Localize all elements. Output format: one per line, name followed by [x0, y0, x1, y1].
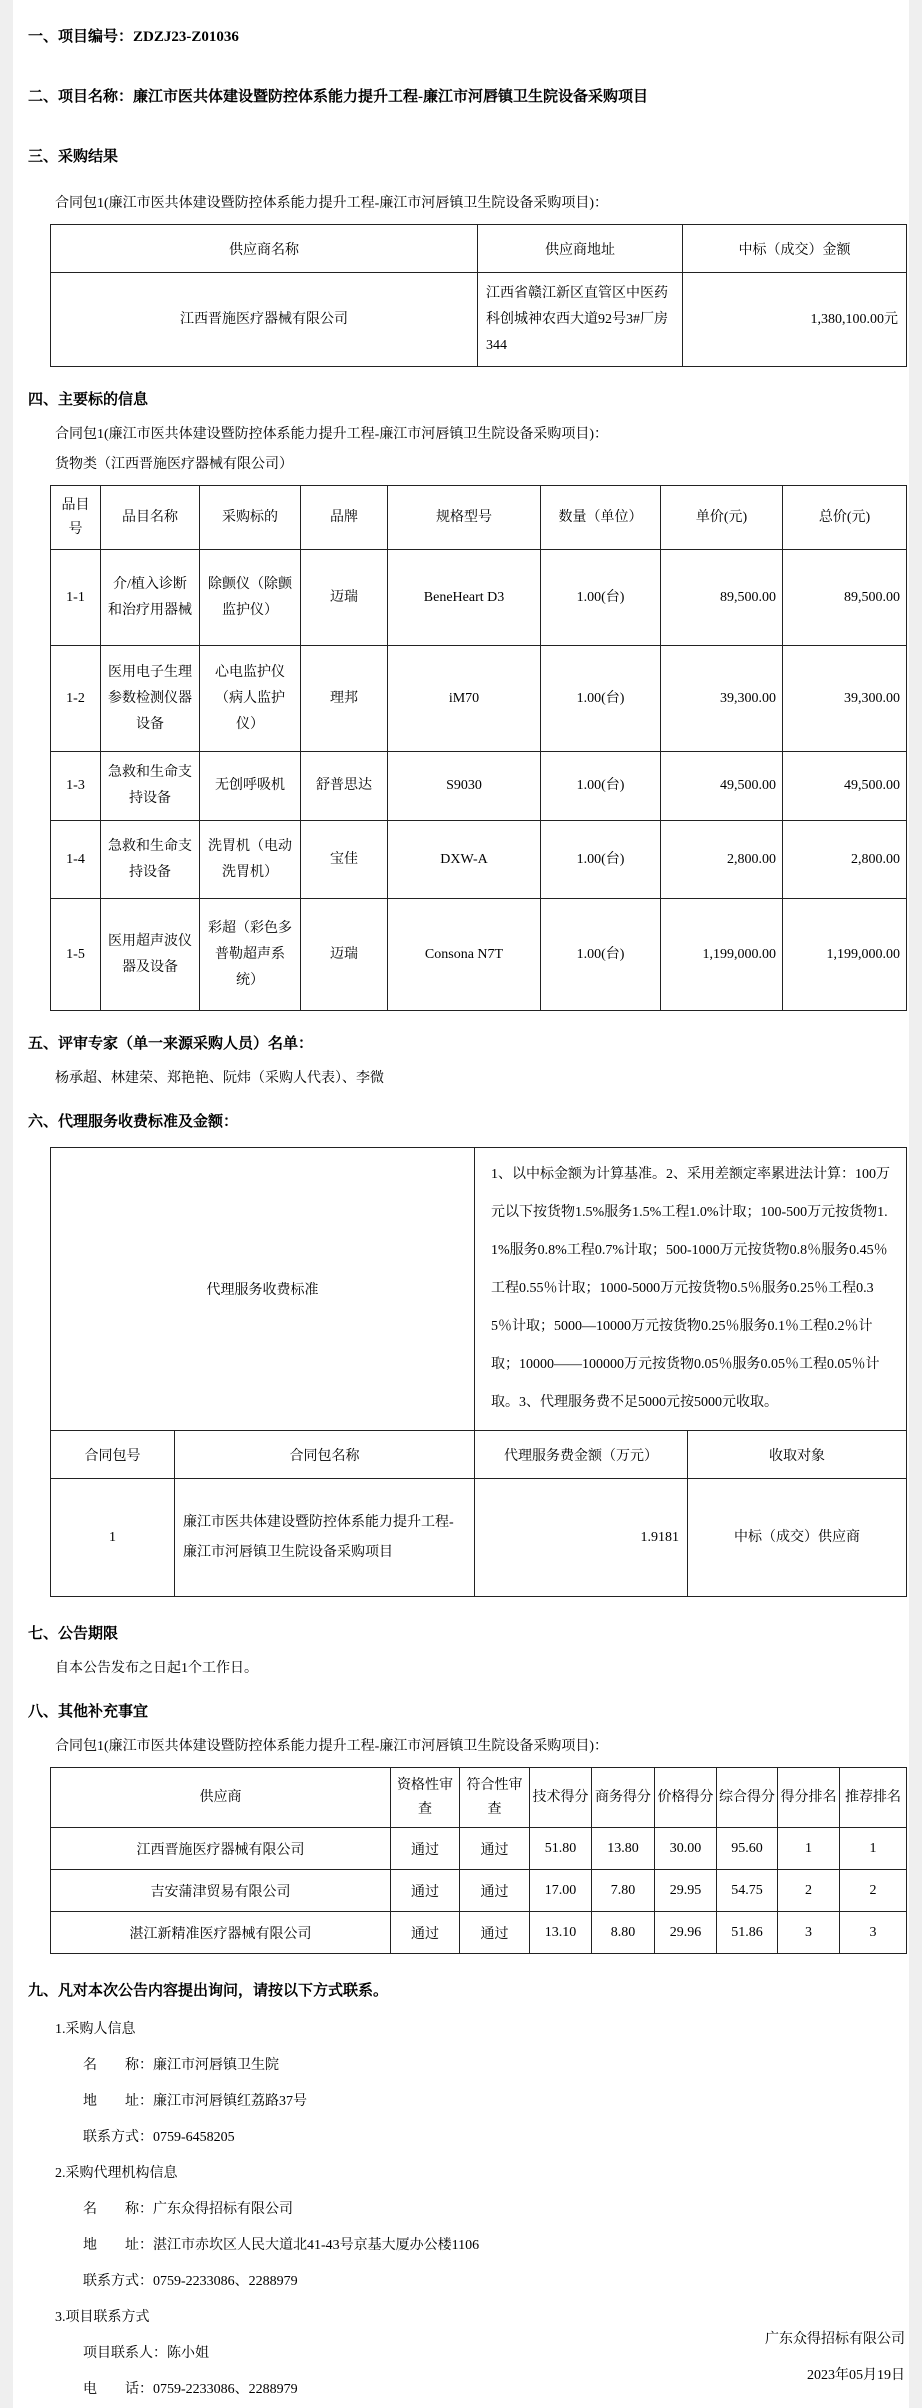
- qualification-review-cell: 通过: [391, 1870, 460, 1912]
- model-header: 规格型号: [388, 486, 541, 550]
- price-score-cell: 30.00: [655, 1828, 717, 1870]
- fee-standard-label-cell: 代理服务收费标准: [51, 1148, 475, 1431]
- contract-package-intro: 合同包1(廉江市医共体建设暨防控体系能力提升工程-廉江市河唇镇卫生院设备采购项目)：: [55, 427, 608, 442]
- award-amount-header: 中标（成交）金额: [683, 225, 907, 273]
- procurement-subject-cell: 洗胃机（电动洗胃机）: [200, 821, 301, 899]
- table-row: [51, 1912, 907, 1954]
- package-name-header: 合同包名称: [175, 1431, 475, 1479]
- business-score-cell: 8.80: [592, 1912, 655, 1954]
- supplier-name-cell: 江西晋施医疗器械有限公司: [51, 273, 478, 367]
- table-header-row: [51, 1768, 907, 1828]
- procurement-subject-cell: 心电监护仪（病人监护仪）: [200, 646, 301, 752]
- contract-package-intro: 合同包1(廉江市医共体建设暨防控体系能力提升工程-廉江市河唇镇卫生院设备采购项目)：: [55, 196, 608, 211]
- table-header-row: [51, 1431, 907, 1479]
- item-name-header: 品目名称: [101, 486, 200, 550]
- bidder-header: 供应商: [51, 1768, 391, 1828]
- bidder-cell: 江西晋施医疗器械有限公司: [51, 1828, 391, 1870]
- score-rank-header: 得分排名: [778, 1768, 840, 1828]
- score-rank-cell: 2: [778, 1870, 840, 1912]
- signature-date: 2023年05月19日: [807, 2368, 905, 2383]
- quantity-cell: 1.00(台): [541, 821, 661, 899]
- goods-category-line: 货物类（江西晋施医疗器械有限公司）: [55, 457, 293, 472]
- items-table: [50, 485, 907, 1011]
- project-contact-person: 项目联系人：陈小姐: [83, 2346, 209, 2361]
- procurement-subject-cell: 彩超（彩色多普勒超声系统）: [200, 899, 301, 1011]
- conformity-review-header: 符合性审查: [460, 1768, 530, 1828]
- brand-header: 品牌: [301, 486, 388, 550]
- model-cell: BeneHeart D3: [388, 550, 541, 646]
- price-score-header: 价格得分: [655, 1768, 717, 1828]
- agency-address: 地 址：湛江市赤坎区人民大道北41-43号京基大厦办公楼1106: [83, 2238, 480, 2253]
- unit-price-cell: 2,800.00: [661, 821, 783, 899]
- item-no-cell: 1-5: [51, 899, 101, 1011]
- section-project-number-heading: 一、项目编号：ZDZJ23-Z01036: [28, 29, 239, 45]
- procurement-subject-header: 采购标的: [200, 486, 301, 550]
- announcement-period-text: 自本公告发布之日起1个工作日。: [55, 1661, 258, 1676]
- section-procurement-result-heading: 三、采购结果: [28, 149, 119, 165]
- total-score-header: 综合得分: [717, 1768, 778, 1828]
- quantity-cell: 1.00(台): [541, 899, 661, 1011]
- brand-cell: 迈瑞: [301, 550, 388, 646]
- item-no-cell: 1-4: [51, 821, 101, 899]
- qualification-review-header: 资格性审查: [391, 1768, 460, 1828]
- conformity-review-cell: 通过: [460, 1912, 530, 1954]
- qualification-review-cell: 通过: [391, 1828, 460, 1870]
- total-price-header: 总价(元): [783, 486, 907, 550]
- table-row: [51, 1870, 907, 1912]
- fee-payer-cell: 中标（成交）供应商: [688, 1479, 907, 1597]
- item-no-cell: 1-2: [51, 646, 101, 752]
- item-name-cell: 医用电子生理参数检测仪器设备: [101, 646, 200, 752]
- agency-info-title: 2.采购代理机构信息: [55, 2166, 178, 2181]
- table-row: [51, 1479, 907, 1597]
- price-score-cell: 29.96: [655, 1912, 717, 1954]
- item-name-cell: 介/植入诊断和治疗用器械: [101, 550, 200, 646]
- agency-phone: 联系方式：0759-2233086、2288979: [83, 2274, 298, 2289]
- supplier-result-table: [50, 224, 907, 367]
- signature-company: 广东众得招标有限公司: [765, 2332, 905, 2347]
- price-score-cell: 29.95: [655, 1870, 717, 1912]
- table-row: [51, 550, 907, 646]
- model-cell: Consona N7T: [388, 899, 541, 1011]
- supplier-address-header: 供应商地址: [478, 225, 683, 273]
- agency-fee-standard-table: [50, 1147, 907, 1431]
- score-rank-cell: 1: [778, 1828, 840, 1870]
- fee-amount-header: 代理服务费金额（万元）: [475, 1431, 688, 1479]
- package-no-header: 合同包号: [51, 1431, 175, 1479]
- item-no-header: 品目号: [51, 486, 101, 550]
- section-project-name-heading: 二、项目名称：廉江市医共体建设暨防控体系能力提升工程-廉江市河唇镇卫生院设备采购项目: [28, 89, 648, 105]
- section-contact-heading: 九、凡对本次公告内容提出询问，请按以下方式联系。: [28, 1983, 389, 1999]
- project-contact-phone: 电 话：0759-2233086、2288979: [83, 2382, 298, 2397]
- quantity-cell: 1.00(台): [541, 646, 661, 752]
- section-experts-heading: 五、评审专家（单一来源采购人员）名单：: [28, 1036, 314, 1052]
- fee-payer-header: 收取对象: [688, 1431, 907, 1479]
- business-score-header: 商务得分: [592, 1768, 655, 1828]
- table-row: [51, 1148, 907, 1431]
- procurement-subject-cell: 无创呼吸机: [200, 752, 301, 821]
- table-row: [51, 821, 907, 899]
- package-name-cell: 廉江市医共体建设暨防控体系能力提升工程-廉江市河唇镇卫生院设备采购项目: [175, 1479, 475, 1597]
- item-no-cell: 1-3: [51, 752, 101, 821]
- project-contact-title: 3.项目联系方式: [55, 2310, 150, 2325]
- quantity-header: 数量（单位）: [541, 486, 661, 550]
- model-cell: DXW-A: [388, 821, 541, 899]
- item-name-cell: 急救和生命支持设备: [101, 821, 200, 899]
- contract-package-intro: 合同包1(廉江市医共体建设暨防控体系能力提升工程-廉江市河唇镇卫生院设备采购项目)：: [55, 1739, 608, 1754]
- item-name-cell: 急救和生命支持设备: [101, 752, 200, 821]
- recommend-rank-cell: 2: [840, 1870, 907, 1912]
- unit-price-cell: 89,500.00: [661, 550, 783, 646]
- score-rank-cell: 3: [778, 1912, 840, 1954]
- purchaser-address: 地 址：廉江市河唇镇红荔路37号: [83, 2094, 307, 2109]
- total-price-cell: 49,500.00: [783, 752, 907, 821]
- total-score-cell: 95.60: [717, 1828, 778, 1870]
- brand-cell: 理邦: [301, 646, 388, 752]
- supplier-address-cell: 江西省赣江新区直管区中医药科创城神农西大道92号3#厂房344: [478, 273, 683, 367]
- section-other-matters-heading: 八、其他补充事宜: [28, 1704, 149, 1720]
- fee-amount-cell: 1.9181: [475, 1479, 688, 1597]
- bidder-cell: 湛江新精准医疗器械有限公司: [51, 1912, 391, 1954]
- table-row: [51, 899, 907, 1011]
- model-cell: iM70: [388, 646, 541, 752]
- total-price-cell: 2,800.00: [783, 821, 907, 899]
- total-price-cell: 89,500.00: [783, 550, 907, 646]
- section-announcement-period-heading: 七、公告期限: [28, 1626, 119, 1642]
- conformity-review-cell: 通过: [460, 1828, 530, 1870]
- bidder-cell: 吉安蒲津贸易有限公司: [51, 1870, 391, 1912]
- conformity-review-cell: 通过: [460, 1870, 530, 1912]
- expert-names: 杨承超、林建荣、郑艳艳、阮炜（采购人代表）、李微: [55, 1071, 384, 1086]
- unit-price-cell: 1,199,000.00: [661, 899, 783, 1011]
- supplier-name-header: 供应商名称: [51, 225, 478, 273]
- award-amount-cell: 1,380,100.00元: [683, 273, 907, 367]
- recommend-rank-header: 推荐排名: [840, 1768, 907, 1828]
- purchaser-name: 名 称：廉江市河唇镇卫生院: [83, 2058, 279, 2073]
- agency-name: 名 称：广东众得招标有限公司: [83, 2202, 293, 2217]
- brand-cell: 舒普思达: [301, 752, 388, 821]
- business-score-cell: 13.80: [592, 1828, 655, 1870]
- section-main-subject-heading: 四、主要标的信息: [28, 392, 149, 408]
- purchaser-info-title: 1.采购人信息: [55, 2022, 136, 2037]
- table-row: [51, 752, 907, 821]
- quantity-cell: 1.00(台): [541, 752, 661, 821]
- table-header-row: [51, 225, 907, 273]
- quantity-cell: 1.00(台): [541, 550, 661, 646]
- package-no-cell: 1: [51, 1479, 175, 1597]
- signature-block: [765, 2322, 905, 2394]
- unit-price-cell: 49,500.00: [661, 752, 783, 821]
- procurement-subject-cell: 除颤仪（除颤监护仪）: [200, 550, 301, 646]
- technical-score-header: 技术得分: [530, 1768, 592, 1828]
- total-score-cell: 54.75: [717, 1870, 778, 1912]
- agency-fee-amount-table: [50, 1430, 907, 1597]
- brand-cell: 迈瑞: [301, 899, 388, 1011]
- model-cell: S9030: [388, 752, 541, 821]
- section-agency-fee-heading: 六、代理服务收费标准及金额：: [28, 1114, 239, 1130]
- total-price-cell: 1,199,000.00: [783, 899, 907, 1011]
- qualification-review-cell: 通过: [391, 1912, 460, 1954]
- technical-score-cell: 13.10: [530, 1912, 592, 1954]
- brand-cell: 宝佳: [301, 821, 388, 899]
- technical-score-cell: 51.80: [530, 1828, 592, 1870]
- table-row: [51, 646, 907, 752]
- recommend-rank-cell: 1: [840, 1828, 907, 1870]
- table-row: [51, 1828, 907, 1870]
- table-header-row: [51, 486, 907, 550]
- fee-standard-text-cell: 1、以中标金额为计算基准。2、采用差额定率累进法计算：100万元以下按货物1.5%服务1.5%工程1.0%计取；100-500万元按货物1.1%服务0.8%工程0.7%计取；500-1000万元按货物0.8％服务0.45％工程0.55％计取；1000-5000万元按货物0.5％服务0.25％工程0.35％计取；5000—10000万元按货物0.25％服务0.1％工程0.2％计取；10000——100000万元按货物0.05％服务0.05％工程0.05％计取。3、代理服务费不足5000元按5000元收取。: [475, 1148, 907, 1431]
- recommend-rank-cell: 3: [840, 1912, 907, 1954]
- business-score-cell: 7.80: [592, 1870, 655, 1912]
- item-name-cell: 医用超声波仪器及设备: [101, 899, 200, 1011]
- total-score-cell: 51.86: [717, 1912, 778, 1954]
- unit-price-header: 单价(元): [661, 486, 783, 550]
- total-price-cell: 39,300.00: [783, 646, 907, 752]
- table-row: [51, 273, 907, 367]
- item-no-cell: 1-1: [51, 550, 101, 646]
- unit-price-cell: 39,300.00: [661, 646, 783, 752]
- technical-score-cell: 17.00: [530, 1870, 592, 1912]
- evaluation-table: [50, 1767, 907, 1954]
- purchaser-phone: 联系方式：0759-6458205: [83, 2130, 235, 2145]
